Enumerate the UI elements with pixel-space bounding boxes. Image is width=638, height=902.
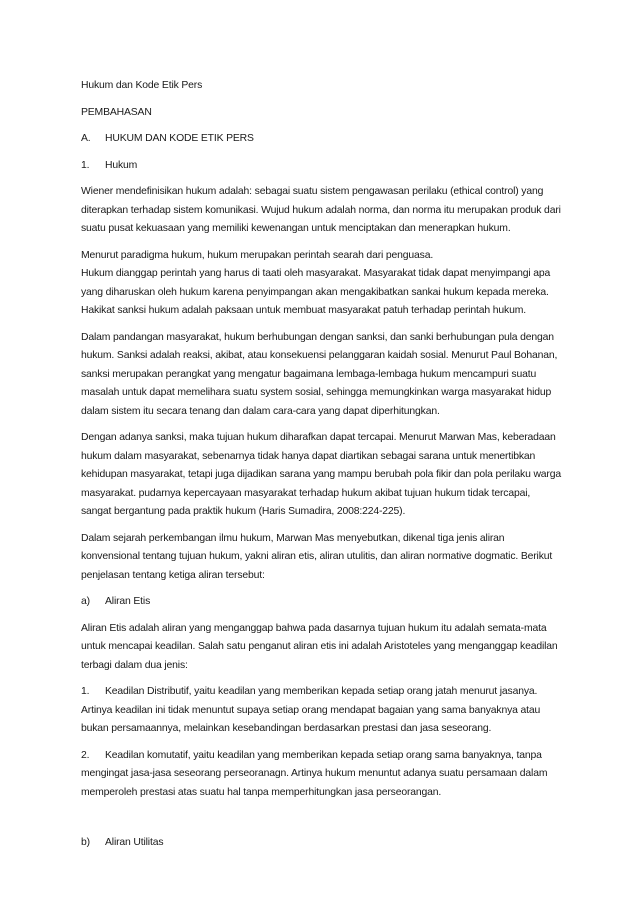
paragraph-perintah: Hukum dianggap perintah yang harus di taati oleh masyarakat. Masyarakat tidak dapat menyimpangi apa yang diharuskan oleh hukum karena penyimpangan akan mengakibatkan sankai hukum kepada mereka. Hakikat sanksi hukum adalah paksaan untuk membuat masyarakat patuh terhadap perintah hukum. bbox=[81, 268, 551, 316]
paragraph-aliran-etis: Aliran Etis adalah aliran yang menganggap bahwa pada dasarnya tujuan hukum itu adalah semata-mata untuk mencapai keadilan. Salah satu penganut aliran etis ini adalah Aristoteles yang menganggap keadilan terbagi dalam dua jenis: bbox=[81, 622, 558, 671]
list-item bbox=[81, 747, 561, 803]
subsection-heading-b bbox=[81, 834, 561, 853]
list-marker: 1. bbox=[81, 686, 90, 697]
paragraph-sanksi: Dalam pandangan masyarakat, hukum berhubungan dengan sanksi, dan sanki berhubungan pula dengan hukum. Sanksi adalah reaksi, akibat, atau konsekuensi pelanggaran kaidah sosial. Menurut Paul Bohanan, sanksi merupakan perangkat yang mengatur bagaimana lembaga-lembaga hukum mencampuri suatu masalah untuk dapat memelihara suatu system sosial, sehingga memungkinkan warga masyarakat hidup dalam sistem itu secara tenang dan dalam cara-cara yang dapat diperhitungkan. bbox=[81, 331, 558, 417]
document-title: Hukum dan Kode Etik Pers bbox=[81, 80, 203, 91]
subsection-title: Hukum bbox=[105, 159, 138, 171]
subsection-marker: a) bbox=[81, 596, 90, 607]
paragraph-tujuan-hukum: Dengan adanya sanksi, maka tujuan hukum diharafkan dapat tercapai. Menurut Marwan Mas, keberadaan hukum dalam masyarakat, sebenarnya tidak hanya dapat diartikan sebagai sarana untuk menertibkan kehidupan masyarakat, tetapi juga dijadikan sarana yang mampu berubah pola fikir dan pola perilaku warga masyarakat. pudarnya kepercayaan masyarakat terhadap hukum akibat tujuan hukum tidak tercapai, sangat bergantung pada praktik hukum (Haris Sumadira, 2008:224-225). bbox=[81, 432, 561, 517]
list-text: Keadilan Distributif, yaitu keadilan yang memberikan kepada setiap orang jatah menurut jasanya. Artinya keadilan ini tidak menuntut supaya setiap orang mendapat bagaian yang sama banyaknya atau bukan persamaannya, melainkan kesebandingan berdasarkan prestasi dan jasa seseorang. bbox=[81, 686, 541, 734]
paragraph-sejarah: Dalam sejarah perkembangan ilmu hukum, Marwan Mas menyebutkan, dikenal tiga jenis aliran konvensional tentang tujuan hukum, yakni aliran etis, aliran utulitis, dan aliran normative dogmatic. Berikut penjelasan tentang ketiga aliran tersebut: bbox=[81, 532, 553, 581]
subsection-title: HUKUM DAN KODE ETIK PERS bbox=[105, 133, 254, 144]
subsection-heading-1 bbox=[81, 157, 561, 176]
subsection-heading-a bbox=[81, 130, 561, 149]
subsection-marker: A. bbox=[81, 133, 91, 144]
document-body bbox=[81, 77, 561, 861]
section-heading: PEMBAHASAN bbox=[81, 106, 152, 118]
subsection-marker: 1. bbox=[81, 159, 90, 171]
subsection-marker: b) bbox=[81, 837, 90, 848]
paragraph-paradigma: Menurut paradigma hukum, hukum merupakan perintah searah dari penguasa. bbox=[81, 249, 434, 261]
list-item bbox=[81, 683, 561, 739]
subsection-heading-etis bbox=[81, 593, 561, 612]
paragraph-wiener: Wiener mendefinisikan hukum adalah: sebagai suatu sistem pengawasan perilaku (ethical control) yang diterapkan terhadap sistem komunikasi. Wujud hukum adalah norma, dan norma itu merupakan produk dari suatu pusat kekuasaan yang memiliki kewenangan untuk menciptakan dan menerapkan hukum. bbox=[81, 186, 561, 234]
list-marker: 2. bbox=[81, 749, 90, 761]
list-text: Keadilan komutatif, yaitu keadilan yang memberikan kepada setiap orang sama banyaknya, tanpa mengingat jasa-jasa seseorang perseoranagn. Artinya hukum menuntut adanya suatu persamaan dalam memperoleh prestasi atas suatu hal tanpa memperhitungkan jasa perseorangan. bbox=[81, 749, 548, 798]
subsection-title: Aliran Utilitas bbox=[105, 837, 164, 848]
subsection-title: Aliran Etis bbox=[105, 596, 151, 607]
